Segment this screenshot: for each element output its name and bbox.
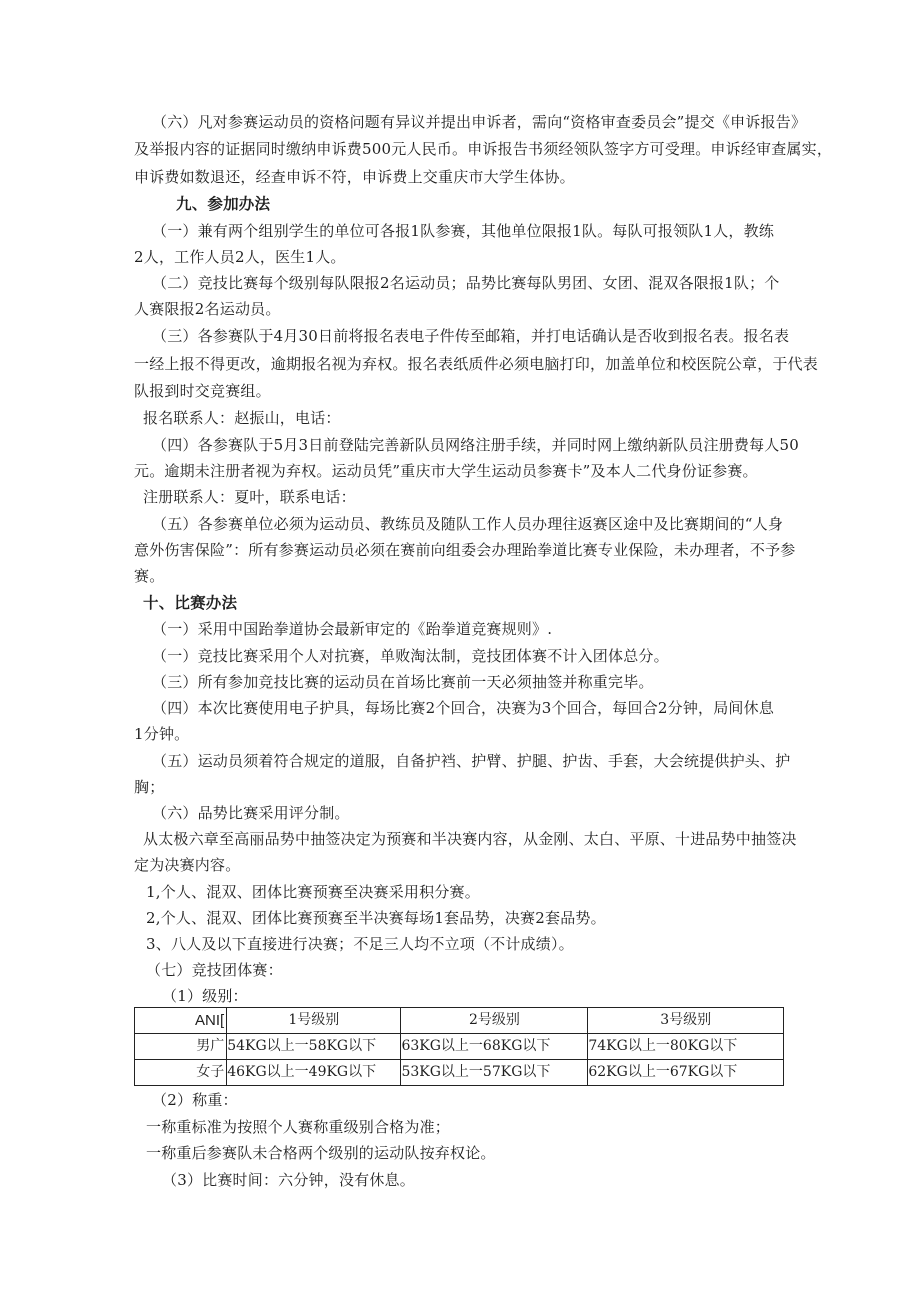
paragraph-appeal-line-2: 及举报内容的证据同时缴纳申诉费500元人民币。申诉报告书须经领队签字方可受理。申诉经审查属实， xyxy=(134,140,833,158)
table-row xyxy=(135,1060,784,1086)
list-item: 一称重标准为按照个人赛称重级别合格为准； xyxy=(146,1118,451,1136)
list-item: 2,个人、混双、团体比赛预赛至半决赛每场1套品势，决赛2套品势。 xyxy=(146,909,606,927)
paragraph-line: （三）各参赛队于4月30日前将报名表电子件传至邮箱，并打电话确认是否收到报名表。报名表 xyxy=(152,327,790,345)
table-cell: 53KG以上一57KG以下 xyxy=(401,1060,588,1086)
paragraph-line: （四）本次比赛使用电子护具，每场比赛2个回合，决赛为3个回合，每回合2分钟，局间休息 xyxy=(152,699,775,717)
paragraph-line: 胸； xyxy=(134,778,165,796)
paragraph-line: （一）兼有两个组别学生的单位可各报1队参赛，其他单位限报1队。每队可报领队1人，教练 xyxy=(152,222,775,240)
table-header-cell: 1号级别 xyxy=(227,1008,401,1034)
table-header-cell: ANI[ xyxy=(135,1008,227,1034)
section-heading-participation: 九、参加办法 xyxy=(176,195,271,213)
paragraph-line: （一）采用中国跆拳道协会最新审定的《跆拳道竞赛规则》. xyxy=(152,620,553,638)
paragraph-line: （一）竞技比赛采用个人对抗赛，单败淘汰制，竞技团体赛不计入团体总分。 xyxy=(152,647,669,665)
table-cell: 46KG以上一49KG以下 xyxy=(227,1060,401,1086)
paragraph-line: （2）称重： xyxy=(152,1091,238,1109)
paragraph-line: （3）比赛时间：六分钟，没有休息。 xyxy=(162,1171,415,1189)
paragraph-line: 元。逾期未注册者视为弃权。运动员凭”重庆市大学生运动员参赛卡”及本人二代身份证参赛。 xyxy=(134,462,758,480)
table-header-cell: 2号级别 xyxy=(401,1008,588,1034)
paragraph-line: （六）品势比赛采用评分制。 xyxy=(152,804,350,822)
table-cell: 男广 xyxy=(135,1034,227,1060)
list-item: 一称重后参赛队未合格两个级别的运动队按弃权论。 xyxy=(146,1144,496,1162)
paragraph-line: 队报到时交竞赛组。 xyxy=(134,382,271,400)
table-cell: 62KG以上一67KG以下 xyxy=(588,1060,784,1086)
paragraph-line: （五）各参赛单位必须为运动员、教练员及随队工作人员办理往返赛区途中及比赛期间的“人身 xyxy=(152,515,784,533)
table-cell: 54KG以上一58KG以下 xyxy=(227,1034,401,1060)
paragraph-line: 赛。 xyxy=(134,567,165,585)
list-item: 1,个人、混双、团体比赛预赛至决赛采用积分赛。 xyxy=(146,883,480,901)
paragraph-line: 2人，工作人员2人，医生1人。 xyxy=(134,248,346,266)
paragraph-line: （七）竞技团体赛： xyxy=(146,961,283,979)
table-cell: 63KG以上一68KG以下 xyxy=(401,1034,588,1060)
paragraph-line: （四）各参赛队于5月3日前登陆完善新队员网络注册手续，并同时网上缴纳新队员注册费每人50 xyxy=(152,436,799,454)
paragraph-line: （1）级别： xyxy=(162,987,248,1005)
table-cell: 74KG以上一80KG以下 xyxy=(588,1034,784,1060)
table-header-row xyxy=(135,1008,784,1034)
paragraph-appeal-line-1: （六）凡对参赛运动员的资格问题有异议并提出申诉者，需向“资格审查委员会”提交《申诉报告》 xyxy=(152,113,807,131)
paragraph-line: 1分钟。 xyxy=(134,725,190,743)
paragraph-line: 一经上报不得更改，逾期报名视为弃权。报名表纸质件必须电脑打印，加盖单位和校医院公章，于代表 xyxy=(134,355,819,373)
list-item: 3、八人及以下直接进行决赛；不足三人均不立项（不计成绩）。 xyxy=(146,935,574,953)
paragraph-line: 意外伤害保险”：所有参赛运动员必须在赛前向组委会办理跆拳道比赛专业保险，未办理者，不予参 xyxy=(134,541,796,559)
table-cell: 女子 xyxy=(135,1060,227,1086)
paragraph-appeal-line-3: 申诉费如数退还，经查申诉不符，申诉费上交重庆市大学生体协。 xyxy=(134,168,575,186)
paragraph-line: 定为决赛内容。 xyxy=(134,856,241,874)
registration-contact: 报名联系人：赵振山，电话： xyxy=(143,409,341,427)
paragraph-line: （三）所有参加竞技比赛的运动员在首场比赛前一天必须抽签并称重完毕。 xyxy=(152,673,654,691)
paragraph-line: 人赛限报2名运动员。 xyxy=(134,300,281,318)
enrollment-contact: 注册联系人：夏叶，联系电话： xyxy=(143,488,356,506)
paragraph-line: 从太极六章至高丽品势中抽签决定为预赛和半决赛内容，从金刚、太白、平原、十进品势中抽签决 xyxy=(143,830,797,848)
section-heading-competition: 十、比赛办法 xyxy=(143,594,238,612)
paragraph-line: （五）运动员须着符合规定的道服，自备护裆、护臂、护腿、护齿、手套，大会统提供护头、护 xyxy=(152,752,791,770)
paragraph-line: （二）竞技比赛每个级别每队限报2名运动员；品势比赛每队男团、女团、混双各限报1队；个 xyxy=(152,274,780,292)
table-header-cell: 3号级别 xyxy=(588,1008,784,1034)
table-row xyxy=(135,1034,784,1060)
weight-class-table xyxy=(134,1007,784,1086)
